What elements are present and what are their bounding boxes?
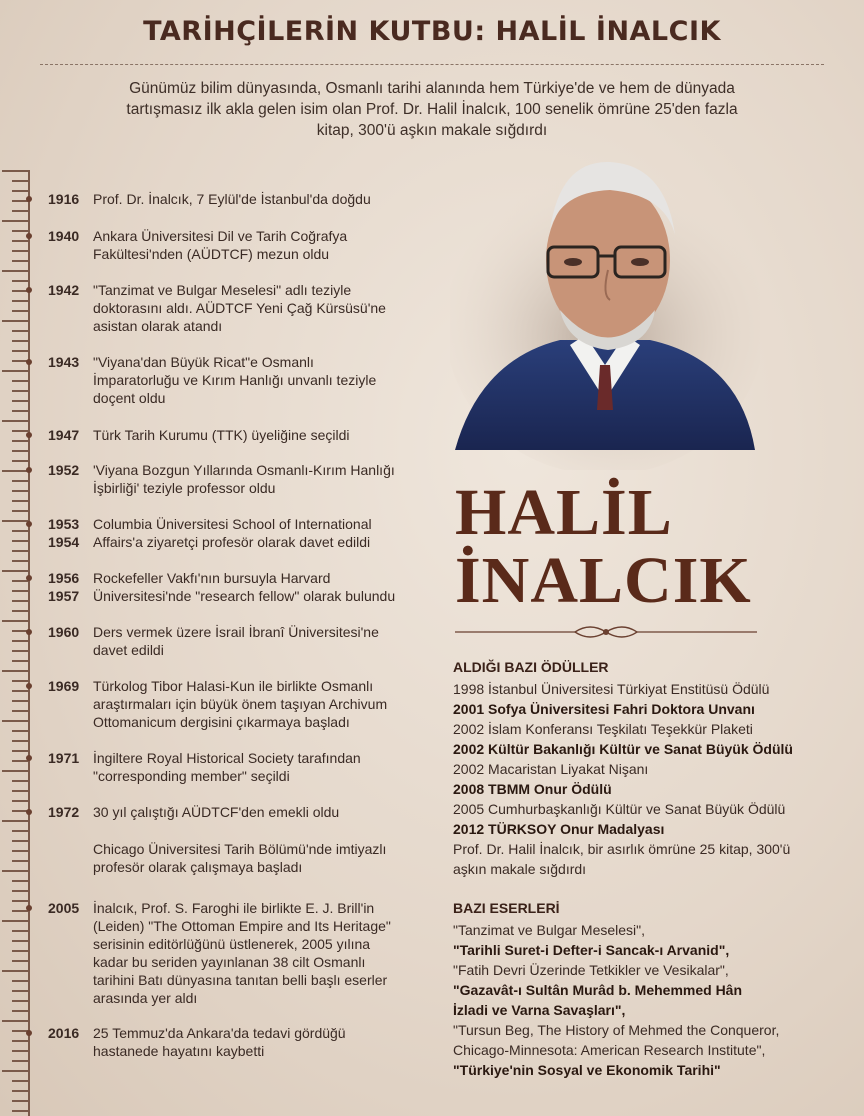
timeline-text <box>93 190 418 208</box>
timeline-dot <box>26 521 32 527</box>
ruler-tick <box>2 420 28 422</box>
timeline-text-line: Affairs'a ziyaretçi profesör olarak davet edildi <box>93 534 371 550</box>
ruler-tick <box>12 660 28 662</box>
timeline-text <box>93 899 418 1007</box>
timeline-year: 1960 <box>48 624 80 640</box>
ruler-tick <box>12 690 28 692</box>
ruler-tick <box>12 850 28 852</box>
timeline-year: 2016 <box>48 1025 80 1041</box>
ruler-tick <box>12 750 28 752</box>
ruler-tick <box>12 710 28 712</box>
timeline-entry <box>48 803 418 821</box>
timeline-entry <box>48 190 418 208</box>
timeline-text-line: profesör olarak çalışmaya başladı <box>93 859 303 875</box>
timeline-text <box>93 677 418 731</box>
ruler-tick <box>12 780 28 782</box>
ruler-tick <box>12 380 28 382</box>
ruler-tick <box>12 1060 28 1062</box>
work-item: Chicago-Minnesota: American Research Institute", <box>453 1042 766 1058</box>
ruler-tick <box>12 1110 28 1112</box>
ruler-tick <box>2 320 28 322</box>
timeline-text-line: arasında yer aldı <box>93 990 198 1006</box>
timeline-text-line: hastanede hayatını kaybetti <box>93 1043 265 1059</box>
timeline-text-line: Ottomanicum dergisini çıkarmaya başladı <box>93 714 350 730</box>
timeline-text-line: Türkolog Tibor Halasi-Kun ile birlikte Osmanlı <box>93 678 374 694</box>
ruler-tick <box>12 900 28 902</box>
timeline-dot <box>26 359 32 365</box>
awards-list <box>453 679 823 879</box>
timeline-dot <box>26 905 32 911</box>
timeline-text <box>93 623 418 659</box>
timeline-year: 1940 <box>48 228 80 244</box>
ruler-tick <box>12 1080 28 1082</box>
timeline-axis <box>28 170 30 1116</box>
ruler-tick <box>12 490 28 492</box>
ruler-tick <box>12 560 28 562</box>
timeline-text-line: tarihini Batı dünyasına tanıtan belli başlı eserler <box>93 972 388 988</box>
ruler-tick <box>12 930 28 932</box>
title-divider <box>40 64 824 65</box>
timeline-dot <box>26 683 32 689</box>
ruler-tick <box>2 870 28 872</box>
timeline-entry <box>48 227 418 263</box>
ruler-tick <box>12 1050 28 1052</box>
name-line-2: İNALCIK <box>455 544 752 617</box>
ruler-tick <box>2 520 28 522</box>
award-item: 2002 Kültür Bakanlığı Kültür ve Sanat Büyük Ödülü <box>453 741 793 757</box>
ruler-tick <box>2 620 28 622</box>
timeline-dot <box>26 196 32 202</box>
ruler-tick <box>12 430 28 432</box>
timeline-text <box>93 515 418 551</box>
ruler-tick <box>2 220 28 222</box>
ruler-tick <box>12 910 28 912</box>
timeline-text-line: "corresponding member" seçildi <box>93 768 290 784</box>
timeline-entry <box>48 281 418 335</box>
timeline-entry <box>48 899 418 1007</box>
timeline-entry <box>48 749 418 785</box>
ruler-tick <box>12 610 28 612</box>
ruler-tick <box>12 540 28 542</box>
ruler-tick <box>12 950 28 952</box>
awards-heading: ALDIĞI BAZI ÖDÜLLER <box>453 659 609 675</box>
timeline-year: 1947 <box>48 427 80 443</box>
timeline-text-line: serisinin editörlüğünü üstlenerek, 2005 yılına <box>93 936 371 952</box>
award-item: 2008 TBMM Onur Ödülü <box>453 781 612 797</box>
timeline-year: 1956 1957 <box>48 570 80 604</box>
timeline-text-line: İnalcık, Prof. S. Faroghi ile birlikte E. J. Brill'in <box>93 900 375 916</box>
timeline-text <box>93 281 418 335</box>
timeline-year: 2005 <box>48 900 80 916</box>
timeline-dot <box>26 233 32 239</box>
timeline-text-line: Rockefeller Vakfı'nın bursuyla Harvard <box>93 570 331 586</box>
timeline-entry <box>48 840 418 876</box>
works-list <box>453 920 823 1080</box>
ruler-tick <box>12 790 28 792</box>
timeline-dot <box>26 1030 32 1036</box>
work-item: "Tarihli Suret-i Defter-i Sancak-ı Arvanid", <box>453 942 730 958</box>
ruler-tick <box>12 410 28 412</box>
timeline-dot <box>26 809 32 815</box>
ruler-tick <box>2 170 28 172</box>
award-item: 2002 İslam Konferansı Teşkilatı Teşekkür Plaketi <box>453 721 753 737</box>
timeline-text-line: 'Viyana Bozgun Yıllarında Osmanlı-Kırım Hanlığı <box>93 462 395 478</box>
ruler-tick <box>2 370 28 372</box>
name-line-1: HALİL <box>455 476 673 549</box>
ruler-tick <box>12 530 28 532</box>
timeline-year: 1916 <box>48 191 80 207</box>
ruler-tick <box>12 230 28 232</box>
timeline-text <box>93 569 418 605</box>
timeline-entry <box>48 461 418 497</box>
intro-line: kitap, 300'ü aşkın makale sığdırdı <box>316 122 548 139</box>
ruler-tick <box>2 570 28 572</box>
ruler-tick <box>12 240 28 242</box>
timeline-text-line: kadar bu seriden yayınlanan 38 cilt Osmanlı <box>93 954 366 970</box>
timeline-year: 1943 <box>48 354 80 370</box>
ruler-tick <box>2 970 28 972</box>
ruler-tick <box>12 330 28 332</box>
timeline-text <box>93 749 418 785</box>
timeline-year: 1952 <box>48 462 80 478</box>
ruler-tick <box>2 920 28 922</box>
ruler-tick <box>12 350 28 352</box>
ruler-tick <box>12 510 28 512</box>
ruler-tick <box>12 890 28 892</box>
timeline-dot <box>26 432 32 438</box>
ruler-tick <box>12 760 28 762</box>
ruler-tick <box>2 770 28 772</box>
award-item: Prof. Dr. Halil İnalcık, bir asırlık ömrüne 25 kitap, 300'ü <box>453 841 791 857</box>
ruler-tick <box>12 390 28 392</box>
timeline-text <box>93 227 418 263</box>
award-item: 2005 Cumhurbaşkanlığı Kültür ve Sanat Büyük Ödülü <box>453 801 786 817</box>
timeline-text-line: İşbirliği' teziyle professor oldu <box>93 480 276 496</box>
timeline-text-line: Üniversitesi'nde "research fellow" olarak bulundu <box>93 588 396 604</box>
timeline-text-line: "Viyana'dan Büyük Ricat"e Osmanlı <box>93 354 314 370</box>
ruler-tick <box>12 1040 28 1042</box>
ruler-tick <box>12 590 28 592</box>
award-item: aşkın makale sığdırdı <box>453 861 587 877</box>
timeline-dot <box>26 467 32 473</box>
work-item: "Gazavât-ı Sultân Murâd b. Mehemmed Hân <box>453 982 743 998</box>
ruler-tick <box>2 270 28 272</box>
ruler-tick <box>2 1070 28 1072</box>
ruler-tick <box>12 340 28 342</box>
ruler-tick <box>12 180 28 182</box>
ruler-tick <box>12 960 28 962</box>
ruler-tick <box>12 700 28 702</box>
ruler-tick <box>12 990 28 992</box>
ruler-tick <box>12 280 28 282</box>
timeline-text <box>93 426 418 444</box>
timeline-text-line: doktorasını aldı. AÜDTCF Yeni Çağ Kürsüsü'ne <box>93 300 386 316</box>
intro-line: Günümüz bilim dünyasında, Osmanlı tarihi alanında hem Türkiye'de ve hem de dünyada <box>129 80 735 97</box>
timeline-entry <box>48 515 418 551</box>
ruler-tick <box>2 820 28 822</box>
ruler-tick <box>12 210 28 212</box>
ruler-tick <box>12 250 28 252</box>
timeline-text-line: İmparatorluğu ve Kırım Hanlığı unvanlı teziyle <box>93 372 377 388</box>
ruler-tick <box>12 800 28 802</box>
award-item: 2012 TÜRKSOY Onur Madalyası <box>453 821 665 837</box>
ruler-tick <box>12 310 28 312</box>
timeline-dot <box>26 629 32 635</box>
intro-line: tartışmasız ilk akla gelen isim olan Prof. Dr. Halil İnalcık, 100 senelik ömrüne 25'den fazla <box>126 101 738 118</box>
timeline-text-line: 25 Temmuz'da Ankara'da tedavi gördüğü <box>93 1025 346 1041</box>
ruler-tick <box>12 400 28 402</box>
ruler-tick <box>12 1000 28 1002</box>
timeline-text-line: Chicago Üniversitesi Tarih Bölümü'nde imtiyazlı <box>93 841 387 857</box>
ornament-divider <box>455 622 757 642</box>
ruler-tick <box>12 740 28 742</box>
ruler-tick <box>2 720 28 722</box>
page-title: TARİHÇİLERİN KUTBU: HALİL İNALCIK <box>143 16 721 47</box>
timeline-text-line: İngiltere Royal Historical Society tarafından <box>93 750 361 766</box>
work-item: "Tanzimat ve Bulgar Meselesi", <box>453 922 646 938</box>
timeline-text <box>93 461 418 497</box>
award-item: 1998 İstanbul Üniversitesi Türkiyat Enstitüsü Ödülü <box>453 681 770 697</box>
timeline-entry <box>48 623 418 659</box>
ruler-tick <box>12 1010 28 1012</box>
timeline-text-line: Türk Tarih Kurumu (TTK) üyeliğine seçildi <box>93 427 350 443</box>
timeline-text-line: Columbia Üniversitesi School of International <box>93 516 372 532</box>
timeline-dot <box>26 287 32 293</box>
timeline-text-line: asistan olarak atandı <box>93 318 223 334</box>
ruler-tick <box>12 580 28 582</box>
intro-paragraph <box>90 78 774 141</box>
timeline-entry <box>48 1024 418 1060</box>
ruler-tick <box>12 500 28 502</box>
timeline-text-line: araştırmaları için büyük önem taşıyan Archivum <box>93 696 388 712</box>
timeline-text-line: 30 yıl çalıştığı AÜDTCF'den emekli oldu <box>93 804 340 820</box>
ruler-tick <box>12 450 28 452</box>
timeline-entry <box>48 426 418 444</box>
timeline-text <box>93 803 418 821</box>
timeline-text-line: "Tanzimat ve Bulgar Meselesi" adlı teziyle <box>93 282 352 298</box>
timeline-year: 1969 <box>48 678 80 694</box>
ruler-tick <box>12 440 28 442</box>
ruler-tick <box>12 600 28 602</box>
ruler-tick <box>12 840 28 842</box>
ruler-tick <box>12 1090 28 1092</box>
ruler-tick <box>12 730 28 732</box>
timeline-text-line: Prof. Dr. İnalcık, 7 Eylül'de İstanbul'da doğdu <box>93 191 371 207</box>
work-item: "Fatih Devri Üzerinde Tetkikler ve Vesikalar", <box>453 962 729 978</box>
work-item: "Türkiye'nin Sosyal ve Ekonomik Tarihi" <box>453 1062 721 1078</box>
ruler-tick <box>12 640 28 642</box>
timeline-text-line: (Leiden) "The Ottoman Empire and Its Heritage" <box>93 918 391 934</box>
timeline-year: 1972 <box>48 804 80 820</box>
timeline-text-line: Ankara Üniversitesi Dil ve Tarih Coğrafya <box>93 228 348 244</box>
ruler-tick <box>12 1100 28 1102</box>
ruler-tick <box>12 260 28 262</box>
ruler-tick <box>2 470 28 472</box>
ruler-tick <box>12 300 28 302</box>
ruler-tick <box>12 940 28 942</box>
timeline-year: 1971 <box>48 750 80 766</box>
timeline-text-line: doçent oldu <box>93 390 166 406</box>
award-item: 2001 Sofya Üniversitesi Fahri Doktora Unvanı <box>453 701 755 717</box>
ruler-tick <box>12 190 28 192</box>
timeline-entry <box>48 569 418 605</box>
ruler-tick <box>12 680 28 682</box>
ruler-tick <box>12 480 28 482</box>
works-heading: BAZI ESERLERİ <box>453 900 560 916</box>
timeline-text <box>93 840 418 876</box>
timeline-entry <box>48 677 418 731</box>
ruler-tick <box>12 650 28 652</box>
work-item: "Tursun Beg, The History of Mehmed the Conqueror, <box>453 1022 780 1038</box>
ruler-tick <box>12 830 28 832</box>
ruler-tick <box>12 980 28 982</box>
timeline-year: 1953 1954 <box>48 516 80 550</box>
timeline-year: 1942 <box>48 282 80 298</box>
portrait-photo <box>450 150 760 470</box>
ruler-tick <box>2 670 28 672</box>
ruler-tick <box>12 880 28 882</box>
ruler-tick <box>12 460 28 462</box>
ruler-tick <box>2 1020 28 1022</box>
timeline-text-line: davet edildi <box>93 642 164 658</box>
ruler-tick <box>12 550 28 552</box>
timeline-text <box>93 1024 418 1060</box>
timeline-text <box>93 353 418 407</box>
work-item: İzladi ve Varna Savaşları", <box>453 1002 626 1018</box>
award-item: 2002 Macaristan Liyakat Nişanı <box>453 761 649 777</box>
timeline-text-line: Ders vermek üzere İsrail İbranî Üniversitesi'ne <box>93 624 379 640</box>
timeline-text-line: Fakültesi'nden (AÜDTCF) mezun oldu <box>93 246 330 262</box>
timeline-entry <box>48 353 418 407</box>
timeline-dot <box>26 755 32 761</box>
timeline-dot <box>26 575 32 581</box>
ruler-tick <box>12 860 28 862</box>
timeline-ruler <box>0 170 40 1116</box>
